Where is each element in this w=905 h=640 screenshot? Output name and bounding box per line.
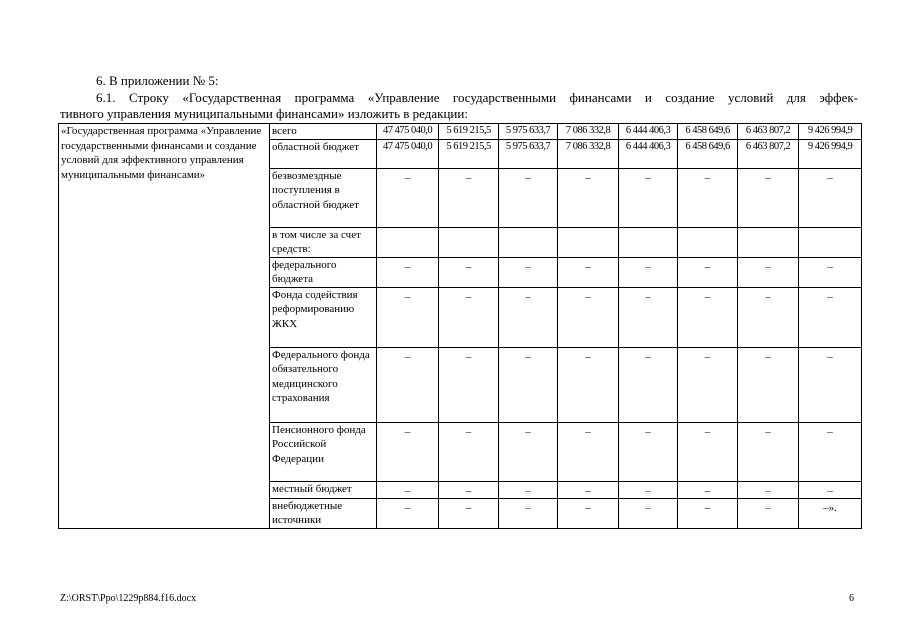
value-cell: 5 975 633,7 [499, 139, 558, 168]
value-cell: – [799, 168, 862, 227]
row-label: внебюджетные источники [270, 498, 377, 528]
value-cell: – [799, 347, 862, 422]
value-cell: – [619, 498, 678, 528]
table-row [59, 124, 862, 140]
value-cell: – [377, 347, 439, 422]
value-cell: – [499, 257, 558, 287]
value-cell: 6 458 649,6 [678, 139, 738, 168]
value-cell: 6 458 649,6 [678, 124, 738, 140]
value-cell: – [678, 481, 738, 498]
value-cell: – [738, 168, 799, 227]
footer-file-path: Z:\ORST\Ppo\1229p884.f16.docx [60, 593, 197, 604]
value-cell: – [678, 422, 738, 481]
paragraph-6-1-line-2: тивного управления муниципальными финансами» изложить в редакции: [60, 106, 468, 121]
value-cell: – [678, 168, 738, 227]
value-cell [377, 227, 439, 257]
value-cell: – [558, 347, 619, 422]
page-number: 6 [849, 593, 854, 604]
row-label: областной бюджет [270, 139, 377, 168]
value-cell: 6 463 807,2 [738, 139, 799, 168]
value-cell: – [439, 347, 499, 422]
value-cell: – [377, 422, 439, 481]
value-cell: – [377, 168, 439, 227]
value-cell: 6 444 406,3 [619, 124, 678, 140]
value-cell: – [439, 257, 499, 287]
paragraph-6-heading: 6. В приложении № 5: [96, 73, 219, 88]
value-cell: – [678, 257, 738, 287]
row-label: всего [270, 124, 377, 140]
value-cell: – [799, 257, 862, 287]
value-cell: 47 475 040,0 [377, 124, 439, 140]
program-name-cell: «Государственная программа «Управление государственными финансами и создание условий для эффективного управления муниципальными финансами» [59, 124, 270, 529]
row-label: Федерального фонда обязательного медицинского страхования [270, 347, 377, 422]
value-cell: – [558, 168, 619, 227]
value-cell [558, 227, 619, 257]
value-cell: –». [799, 498, 862, 528]
value-cell: – [499, 347, 558, 422]
value-cell: – [619, 257, 678, 287]
value-cell: 6 444 406,3 [619, 139, 678, 168]
financing-table [58, 123, 862, 529]
row-label: Пенсионного фонда Российской Федерации [270, 422, 377, 481]
value-cell: – [377, 287, 439, 347]
value-cell: – [738, 287, 799, 347]
value-cell: – [738, 257, 799, 287]
value-cell: – [439, 287, 499, 347]
value-cell: 47 475 040,0 [377, 139, 439, 168]
value-cell: – [558, 287, 619, 347]
value-cell: – [558, 498, 619, 528]
value-cell: – [619, 287, 678, 347]
value-cell [439, 227, 499, 257]
value-cell [738, 227, 799, 257]
value-cell: – [799, 481, 862, 498]
value-cell: – [499, 481, 558, 498]
value-cell: – [799, 422, 862, 481]
value-cell: – [738, 422, 799, 481]
value-cell: – [678, 498, 738, 528]
value-cell: – [439, 498, 499, 528]
row-label: местный бюджет [270, 481, 377, 498]
value-cell: – [738, 481, 799, 498]
value-cell: 5 619 215,5 [439, 139, 499, 168]
value-cell: – [799, 287, 862, 347]
row-label: в том числе за счет средств: [270, 227, 377, 257]
value-cell: 5 619 215,5 [439, 124, 499, 140]
value-cell: – [377, 257, 439, 287]
row-label: безвозмездные поступления в областной бюджет [270, 168, 377, 227]
value-cell: – [499, 287, 558, 347]
value-cell: – [439, 481, 499, 498]
value-cell: 9 426 994,9 [799, 124, 862, 140]
value-cell: – [499, 422, 558, 481]
value-cell: – [619, 168, 678, 227]
value-cell [499, 227, 558, 257]
value-cell: – [678, 287, 738, 347]
value-cell: 7 086 332,8 [558, 139, 619, 168]
value-cell: – [619, 481, 678, 498]
value-cell: – [499, 168, 558, 227]
value-cell: – [558, 257, 619, 287]
value-cell: 7 086 332,8 [558, 124, 619, 140]
value-cell: – [439, 168, 499, 227]
value-cell: 9 426 994,9 [799, 139, 862, 168]
row-label: федерального бюджета [270, 257, 377, 287]
value-cell: – [619, 422, 678, 481]
value-cell: – [377, 498, 439, 528]
value-cell [799, 227, 862, 257]
value-cell: – [499, 498, 558, 528]
value-cell: – [678, 347, 738, 422]
value-cell: 5 975 633,7 [499, 124, 558, 140]
value-cell: 6 463 807,2 [738, 124, 799, 140]
value-cell: – [619, 347, 678, 422]
value-cell: – [377, 481, 439, 498]
value-cell [619, 227, 678, 257]
row-label: Фонда содействия реформированию ЖКХ [270, 287, 377, 347]
value-cell: – [738, 498, 799, 528]
value-cell: – [738, 347, 799, 422]
value-cell [678, 227, 738, 257]
value-cell: – [439, 422, 499, 481]
value-cell: – [558, 481, 619, 498]
value-cell: – [558, 422, 619, 481]
paragraph-6-1-line-1: 6.1. Строку «Государственная программа «Управление государственными финансами и создание условий для эффек- [96, 90, 858, 105]
